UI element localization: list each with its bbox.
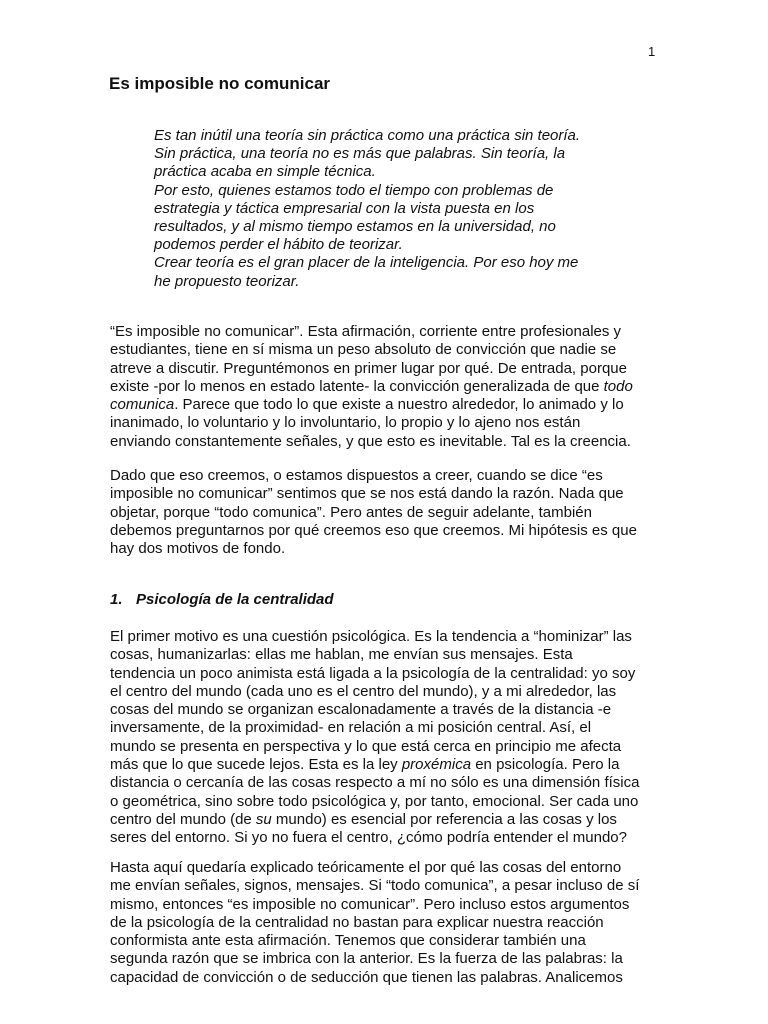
epigraph-line: resultados, y al mismo tiempo estamos en la universidad, no (154, 218, 556, 236)
epigraph-line: práctica acaba en simple técnica. (154, 163, 376, 181)
paragraph-line: El primer motivo es una cuestión psicológica. Es la tendencia a “hominizar” las (110, 628, 632, 645)
epigraph-line: estrategia y táctica empresarial con la vista puesta en los (154, 199, 535, 217)
section-heading (110, 591, 334, 609)
paragraph-line: atreve a discutir. Preguntémonos en primer lugar por qué. De entrada, porque (110, 359, 627, 377)
paragraph-line: seres del entorno. Si yo no fuera el centro, ¿cómo podría entender el mundo? (110, 829, 627, 847)
paragraph-line (110, 378, 670, 396)
text-run: . Parece que todo lo que existe a nuestro alrededor, lo animado y lo (174, 396, 624, 414)
text-run: en psicología. Pero la (471, 756, 620, 774)
paragraph-line: Hasta aquí quedaría explicado teóricamente el por qué las cosas del entorno (110, 859, 622, 876)
paragraph-line: objetar, porque “todo comunica”. Pero antes de seguir adelante, también (110, 503, 592, 521)
paragraph-line: segunda razón que se imbrica con la anterior. Es la fuerza de las palabras: la (110, 950, 623, 968)
paragraph-line: cosas del mundo se organizan escalonadamente a través de la distancia -e (110, 701, 612, 719)
paragraph-line (110, 756, 670, 774)
paragraph-words (110, 859, 670, 987)
paragraph-intro (110, 323, 670, 451)
paragraph-line: “Es imposible no comunicar”. Esta afirmación, corriente entre profesionales y (110, 323, 622, 340)
emphasis-text: proxémica (401, 756, 472, 774)
section-number: 1. (110, 591, 123, 608)
section-title: Psicología de la centralidad (136, 591, 334, 608)
text-run: existe -por lo menos en estado latente- la convicción generalizada de que (110, 377, 604, 395)
paragraph-line: inversamente, de la proximidad- en relación a mi posición central. Así, el (110, 719, 592, 737)
paragraph-line: imposible no comunicar” sentimos que se nos está dando la razón. Nada que (110, 485, 624, 503)
text-run: mundo) es esencial por referencia a las cosas y los (271, 810, 617, 828)
epigraph-line: Sin práctica, una teoría no es más que palabras. Sin teoría, la (154, 145, 566, 163)
paragraph-centrality (110, 628, 670, 848)
emphasis-text: todo (603, 377, 633, 395)
epigraph-line: Crear teoría es el gran placer de la inteligencia. Por eso hoy me (154, 254, 579, 272)
paragraph-line: conformista ante esta afirmación. Tenemos que considerar también una (110, 932, 586, 950)
text-run: más que lo que sucede lejos. Esta es la ley (110, 756, 402, 774)
paragraph-line: enviando constantemente señales, y que esto es inevitable. Tal es la creencia. (110, 432, 631, 450)
paragraph-line (110, 811, 670, 829)
paragraph-line: de la psicología de la centralidad no bastan para explicar nuestra reacción (110, 913, 604, 931)
document-title: Es imposible no comunicar (109, 74, 331, 93)
paragraph-line: mismo, entonces “es imposible no comunicar”. Pero incluso estos argumentos (110, 895, 630, 913)
paragraph-line: estudiantes, tiene en sí misma un peso absoluto de convicción que nadie se (110, 341, 617, 359)
paragraph-line: capacidad de convicción o de seducción que tienen las palabras. Analicemos (110, 968, 623, 986)
paragraph-line: tendencia un poco animista está ligada a la psicología de la centralidad: yo soy (110, 664, 636, 682)
paragraph-line: cosas, humanizarlas: ellas me hablan, me envían sus mensajes. Esta (110, 646, 573, 664)
emphasis-text: comunica (110, 396, 175, 414)
paragraph-line: Dado que eso creemos, o estamos dispuestos a creer, cuando se dice “es (110, 467, 603, 484)
paragraph-line: debemos preguntarnos por qué creemos eso que creemos. Mi hipótesis es que (110, 521, 637, 539)
paragraph-line: distancia o cercanía de las cosas respecto a mí no sólo es una dimensión física (110, 774, 640, 792)
page-number: 1 (648, 44, 656, 59)
paragraph-line (110, 396, 670, 414)
paragraph-line: el centro del mundo (cada uno es el centro del mundo), y a mi alrededor, las (110, 682, 617, 700)
paragraph-line: me envían señales, signos, mensajes. Si “todo comunica”, a pesar incluso de sí (110, 877, 640, 895)
epigraph-line: Es tan inútil una teoría sin práctica como una práctica sin teoría. (154, 127, 581, 144)
epigraph-quote (154, 127, 624, 291)
paragraph-hypothesis (110, 467, 670, 558)
epigraph-line: Por esto, quienes estamos todo el tiempo con problemas de (154, 181, 554, 199)
epigraph-line: podemos perder el hábito de teorizar. (154, 236, 403, 254)
paragraph-line: hay dos motivos de fondo. (110, 540, 286, 558)
epigraph-line: he propuesto teorizar. (154, 272, 300, 290)
paragraph-line: inanimado, lo voluntario y lo involuntario, lo propio y lo ajeno nos están (110, 414, 581, 432)
paragraph-line: mundo se presenta en perspectiva y lo que está cerca en principio me afecta (110, 737, 622, 755)
emphasis-text: su (255, 810, 272, 828)
paragraph-line: o geométrica, sino sobre todo psicológica y, por tanto, emocional. Ser cada uno (110, 792, 639, 810)
text-run: centro del mundo (de (110, 810, 256, 828)
